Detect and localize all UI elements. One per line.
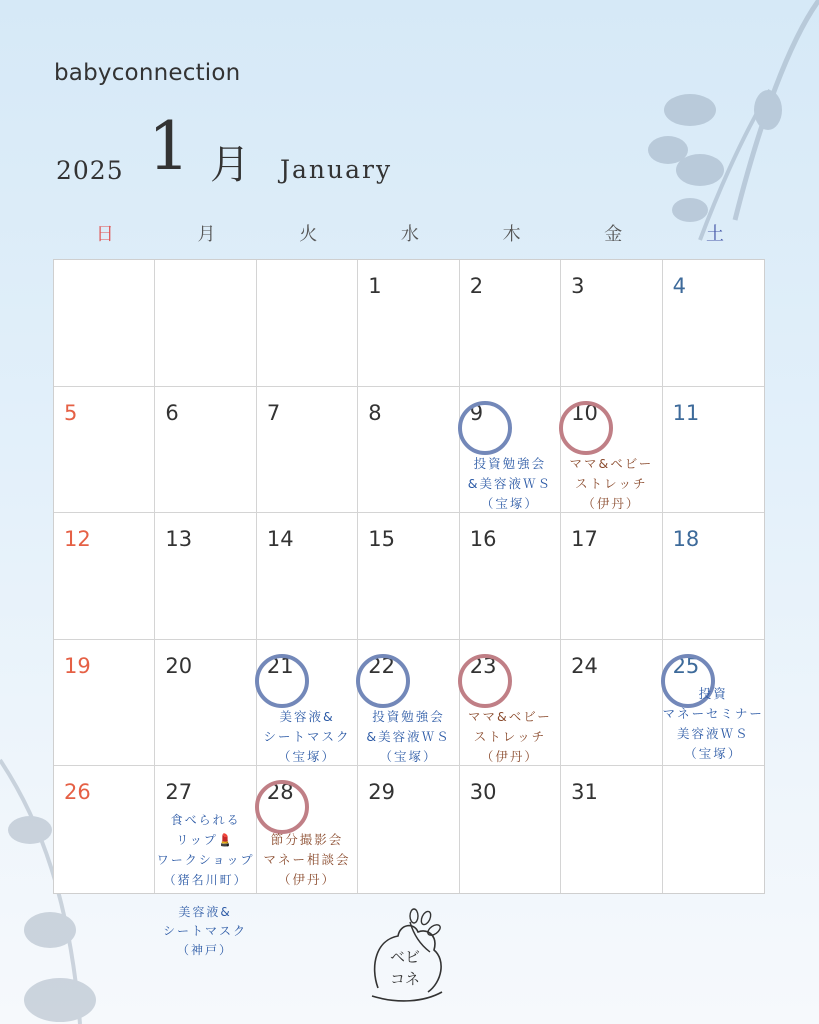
calendar-grid [53, 259, 765, 894]
event-line: （宝塚） [278, 748, 337, 764]
day-number: 16 [469, 527, 497, 552]
event-day-ring [255, 654, 309, 708]
day-number: 8 [368, 400, 382, 425]
empty-day-cell [155, 260, 256, 387]
day-number: 9 [470, 401, 483, 425]
day-number: 24 [571, 653, 598, 678]
day-cell[interactable] [358, 766, 459, 893]
weekday-header [54, 220, 766, 250]
weekday-tue: 火 [299, 224, 318, 245]
event-line: （伊丹） [582, 495, 641, 511]
day-cell[interactable] [54, 766, 155, 893]
event-label [454, 707, 566, 767]
day-number: 27 [165, 780, 193, 805]
month-number: 1 [148, 108, 190, 185]
day-number: 10 [571, 401, 598, 425]
day-cell[interactable] [358, 640, 459, 767]
event-label [251, 830, 363, 890]
day-cell[interactable] [561, 640, 662, 767]
event-line: 食べられる [170, 813, 241, 828]
extra-event-line: （神戸） [176, 943, 233, 957]
day-cell[interactable] [257, 513, 358, 640]
bebikone-logo [368, 906, 452, 1002]
event-label [352, 707, 464, 767]
extra-event-line: 美容液& [178, 905, 232, 919]
event-line: （伊丹） [480, 748, 539, 764]
day-number: 4 [672, 274, 686, 298]
event-label [251, 707, 363, 767]
day-number: 7 [266, 400, 281, 425]
day-number: 11 [672, 400, 700, 425]
event-day-ring [458, 401, 512, 455]
day-cell[interactable] [54, 387, 155, 514]
event-line: 美容液ＷＳ [677, 725, 750, 741]
day-cell[interactable] [54, 640, 155, 767]
event-line: （猪名川町） [163, 873, 248, 888]
event-line: （宝塚） [684, 745, 743, 761]
day-cell[interactable] [561, 260, 662, 387]
day-number: 6 [165, 400, 179, 425]
day-cell[interactable] [54, 513, 155, 640]
day-number: 20 [165, 653, 193, 678]
day-number: 29 [368, 780, 396, 805]
day-cell[interactable] [155, 387, 256, 514]
extra-event-line: シートマスク [162, 924, 247, 938]
empty-day-cell [257, 260, 358, 387]
event-line: ママ&ベビー [468, 708, 552, 724]
day-number: 21 [267, 654, 294, 678]
day-cell[interactable] [460, 387, 561, 514]
day-number: 15 [368, 527, 396, 552]
event-day-ring [559, 401, 613, 455]
day-number: 5 [64, 400, 78, 425]
event-day-ring [255, 780, 309, 834]
day-cell[interactable] [460, 766, 561, 893]
day-number: 12 [64, 527, 91, 552]
event-line: 節分撮影会 [270, 832, 344, 848]
event-line: リップ💄 [176, 833, 235, 848]
day-cell[interactable] [561, 513, 662, 640]
day-cell[interactable] [663, 640, 764, 767]
extra-event-note [145, 903, 265, 960]
day-cell[interactable] [561, 766, 662, 893]
weekday-wed: 水 [400, 224, 419, 245]
event-line: ママ&ベビー [569, 455, 654, 471]
empty-day-cell [663, 766, 764, 893]
year-label: 2025 [56, 156, 124, 185]
day-number: 26 [64, 780, 91, 805]
day-cell[interactable] [460, 513, 561, 640]
event-line: &美容液ＷＳ [467, 475, 553, 491]
day-cell[interactable] [663, 260, 764, 387]
event-label [149, 810, 261, 890]
day-cell[interactable] [358, 387, 459, 514]
day-number: 14 [266, 527, 294, 552]
event-line: 投資勉強会 [372, 708, 445, 724]
event-line: 美容液& [279, 708, 335, 724]
day-number: 1 [368, 274, 382, 298]
day-cell[interactable] [663, 387, 764, 514]
event-line: マネー相談会 [263, 852, 351, 868]
weekday-mon: 月 [197, 224, 216, 245]
day-number: 28 [267, 780, 294, 804]
day-number: 23 [470, 654, 497, 678]
day-cell[interactable] [460, 260, 561, 387]
event-line: マネーセミナー [662, 705, 764, 721]
event-line: ワークショップ [156, 853, 255, 868]
day-cell[interactable] [663, 513, 764, 640]
day-number: 31 [571, 780, 598, 805]
event-label [454, 454, 566, 514]
event-line: ストレッチ [473, 728, 547, 744]
day-number: 30 [469, 780, 497, 805]
event-label [657, 684, 770, 764]
month-kanji: 月 [210, 142, 250, 188]
event-day-ring [458, 654, 512, 708]
brand-name: babyconnection [54, 60, 241, 86]
day-cell[interactable] [155, 640, 256, 767]
day-number: 17 [571, 527, 598, 552]
day-cell[interactable] [358, 513, 459, 640]
logo-text-top: ベビ [390, 948, 421, 966]
event-line: 投資 [698, 685, 728, 701]
event-line: （伊丹） [278, 872, 337, 888]
day-cell[interactable] [257, 387, 358, 514]
day-cell[interactable] [358, 260, 459, 387]
day-cell[interactable] [561, 387, 662, 514]
day-cell[interactable] [257, 640, 358, 767]
event-line: （宝塚） [379, 748, 438, 764]
event-label [555, 454, 667, 514]
event-line: シートマスク [263, 728, 351, 744]
day-number: 3 [571, 274, 585, 298]
day-number: 18 [672, 527, 700, 552]
event-line: （宝塚） [480, 495, 539, 511]
day-cell[interactable] [460, 640, 561, 767]
event-line: ストレッチ [575, 475, 648, 491]
day-number: 19 [64, 653, 91, 678]
logo-graphic [368, 906, 452, 1002]
day-number: 22 [368, 654, 395, 678]
weekday-sat: 土 [705, 224, 724, 245]
weekday-fri: 金 [604, 224, 623, 245]
weekday-sun: 日 [95, 224, 114, 245]
event-line: 投資勉強会 [473, 455, 547, 471]
day-number: 13 [165, 527, 193, 552]
day-cell[interactable] [155, 766, 256, 893]
day-number: 25 [673, 654, 700, 678]
weekday-thu: 木 [502, 224, 521, 245]
day-cell[interactable] [257, 766, 358, 893]
event-day-ring [356, 654, 410, 708]
month-english: January [280, 155, 393, 184]
day-cell[interactable] [155, 513, 256, 640]
logo-text-bottom: コネ [390, 970, 421, 988]
day-number: 2 [469, 274, 484, 298]
empty-day-cell [54, 260, 155, 387]
event-line: &美容液ＷＳ [366, 728, 451, 744]
